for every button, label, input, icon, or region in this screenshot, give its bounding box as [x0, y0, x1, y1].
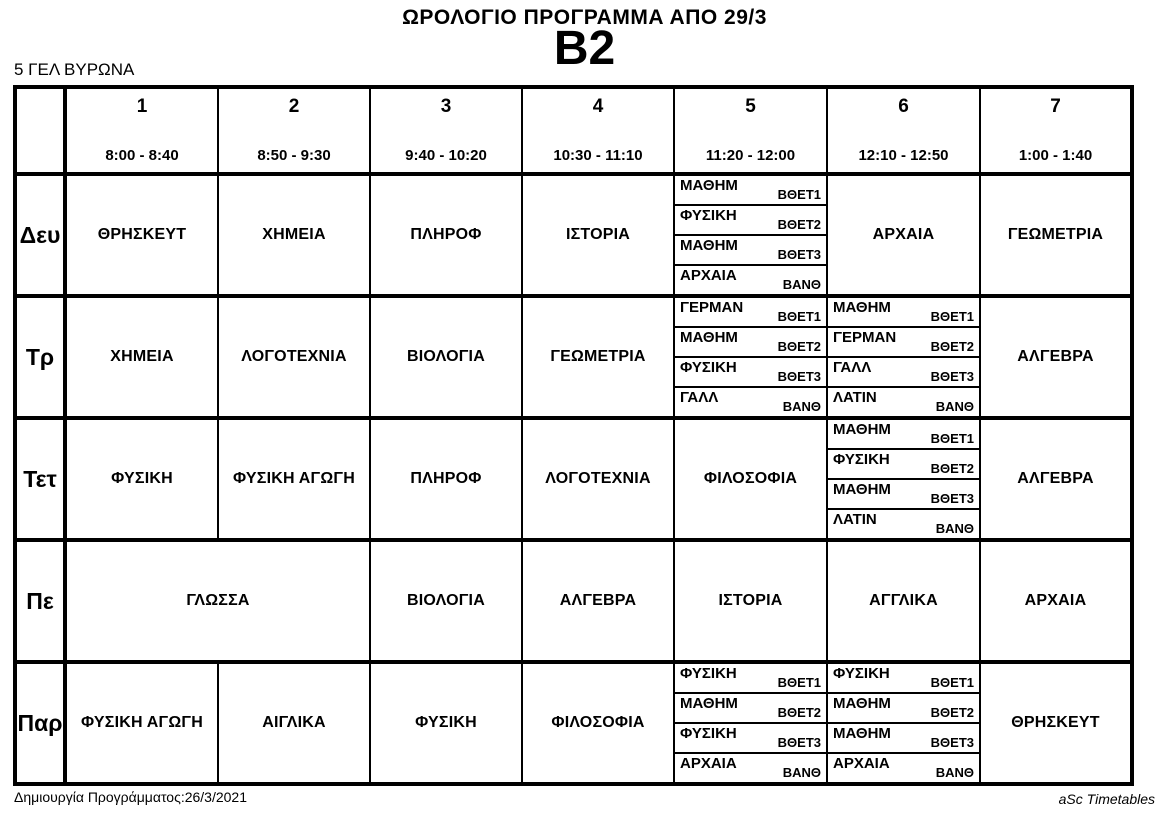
lesson-cell	[65, 174, 218, 296]
sub-lesson-subject: ΜΑΘΗΜ	[680, 695, 738, 712]
lesson-subject: ΦΥΣΙΚΗ ΑΓΩΓΗ	[81, 714, 203, 731]
split-lesson-wrap	[828, 298, 979, 416]
sub-lesson-subject: ΜΑΘΗΜ	[680, 329, 738, 346]
sub-lesson	[675, 358, 826, 388]
sub-lesson	[675, 724, 826, 754]
lesson-cell	[65, 418, 218, 540]
sub-lesson-group: ΒΘΕΤ3	[930, 491, 974, 506]
lesson-subject: ΙΣΤΟΡΙΑ	[565, 226, 631, 243]
day-row	[15, 296, 1132, 418]
sub-lesson	[828, 450, 979, 480]
sub-lesson-subject: ΦΥΣΙΚΗ	[833, 451, 890, 468]
lesson-cell	[522, 540, 674, 662]
sub-lesson-group: ΒΘΕΤ1	[777, 675, 821, 690]
sub-lesson-group: ΒΘΕΤ2	[777, 705, 821, 720]
lesson-cell	[65, 540, 370, 662]
sub-lesson	[828, 298, 979, 328]
lesson-subject: ΑΙΓΛΙΚΑ	[262, 714, 326, 731]
sub-lesson-subject: ΓΑΛΛ	[680, 389, 719, 406]
split-lesson-cell	[674, 296, 827, 418]
lesson-cell	[65, 662, 218, 784]
split-lesson-wrap	[675, 176, 826, 294]
lesson-cell	[65, 296, 218, 418]
sub-lesson	[828, 664, 979, 694]
split-lesson-wrap	[828, 420, 979, 538]
day-label: Τρ	[15, 296, 65, 418]
column-time: 11:20 - 12:00	[705, 147, 796, 164]
column-header	[218, 87, 370, 174]
lesson-subject: ΦΙΛΟΣΟΦΙΑ	[551, 714, 645, 731]
sub-lesson	[828, 510, 979, 538]
sub-lesson	[675, 236, 826, 266]
column-time: 9:40 - 10:20	[405, 147, 487, 164]
split-lesson-cell	[674, 174, 827, 296]
column-time: 1:00 - 1:40	[1018, 147, 1093, 164]
sub-lesson	[675, 754, 826, 782]
sub-lesson-group: ΒΘΕΤ1	[930, 431, 974, 446]
lesson-cell	[674, 418, 827, 540]
column-header-content	[371, 89, 521, 172]
lesson-subject: ΑΛΓΕΒΡΑ	[1017, 348, 1094, 365]
column-number: 1	[136, 96, 148, 117]
column-header	[827, 87, 980, 174]
sub-lesson-subject: ΜΑΘΗΜ	[833, 299, 891, 316]
split-lesson-wrap	[675, 664, 826, 782]
split-lesson-cell	[827, 296, 980, 418]
class-name: B2	[553, 22, 616, 75]
sub-lesson-subject: ΦΥΣΙΚΗ	[680, 207, 737, 224]
column-time: 8:00 - 8:40	[105, 147, 179, 164]
sub-lesson-group: ΒΘΕΤ1	[930, 675, 974, 690]
sub-lesson-group: ΒΑΝΘ	[782, 277, 821, 292]
lesson-subject: ΠΛΗΡΟΦ	[410, 226, 482, 243]
sub-lesson	[675, 176, 826, 206]
sub-lesson-subject: ΜΑΘΗΜ	[833, 481, 891, 498]
lesson-cell	[370, 662, 522, 784]
corner-cell	[15, 87, 65, 174]
day-label: Πε	[15, 540, 65, 662]
lesson-cell	[980, 296, 1132, 418]
lesson-subject: ΑΡΧΑΙΑ	[872, 226, 935, 243]
lesson-subject: ΑΓΓΛΙΚΑ	[869, 592, 938, 609]
sub-lesson-group: ΒΘΕΤ3	[777, 247, 821, 262]
day-row	[15, 662, 1132, 784]
sub-lesson-group: ΒΘΕΤ3	[930, 369, 974, 384]
sub-lesson-group: ΒΘΕΤ1	[777, 187, 821, 202]
column-number: 6	[898, 96, 909, 117]
lesson-subject: ΠΛΗΡΟΦ	[410, 470, 482, 487]
lesson-subject: ΛΟΓΟΤΕΧΝΙΑ	[241, 348, 347, 365]
day-label: Παρ	[15, 662, 65, 784]
sub-lesson-group: ΒΘΕΤ3	[777, 735, 821, 750]
sub-lesson-group: ΒΑΝΘ	[935, 765, 974, 780]
sub-lesson-subject: ΦΥΣΙΚΗ	[680, 725, 737, 742]
sub-lesson	[675, 664, 826, 694]
sub-lesson-subject: ΦΥΣΙΚΗ	[833, 665, 890, 682]
sub-lesson-subject: ΜΑΘΗΜ	[833, 725, 891, 742]
column-number: 5	[745, 96, 756, 117]
lesson-subject: ΙΣΤΟΡΙΑ	[718, 592, 783, 609]
column-number: 2	[288, 96, 300, 117]
sub-lesson-subject: ΓΕΡΜΑΝ	[833, 329, 897, 346]
column-time: 12:10 - 12:50	[858, 147, 949, 164]
sub-lesson	[828, 724, 979, 754]
sub-lesson-group: ΒΑΝΘ	[782, 399, 821, 414]
lesson-subject: ΦΥΣΙΚΗ	[415, 714, 477, 731]
column-header	[980, 87, 1132, 174]
sub-lesson-subject: ΓΑΛΛ	[833, 359, 872, 376]
lesson-subject: ΓΛΩΣΣΑ	[186, 592, 250, 609]
lesson-subject: ΧΗΜΕΙΑ	[110, 348, 174, 365]
footer-created-label: Δημιουργία Προγράμματος:26/3/2021	[14, 789, 247, 805]
school-name: 5 ΓΕΛ ΒΥΡΩΝΑ	[14, 60, 135, 79]
lesson-subject: ΒΙΟΛΟΓΙΑ	[407, 348, 485, 365]
sub-lesson-subject: ΦΥΣΙΚΗ	[680, 665, 737, 682]
page-title: ΩΡΟΛΟΓΙΟ ΠΡΟΓΡΑΜΜΑ ΑΠΟ 29/3	[402, 6, 767, 29]
sub-lesson	[828, 420, 979, 450]
day-row	[15, 174, 1132, 296]
lesson-cell	[370, 540, 522, 662]
sub-lesson-group: ΒΑΝΘ	[935, 521, 974, 536]
sub-lesson	[675, 328, 826, 358]
split-lesson-cell	[827, 662, 980, 784]
day-label: Τετ	[15, 418, 65, 540]
sub-lesson-subject: ΛΑΤΙΝ	[833, 511, 877, 528]
column-header	[522, 87, 674, 174]
column-time: 10:30 - 11:10	[553, 147, 643, 164]
column-header-content	[675, 89, 826, 172]
column-number: 3	[440, 96, 452, 117]
lesson-cell	[218, 662, 370, 784]
lesson-subject: ΑΛΓΕΒΡΑ	[1017, 470, 1094, 487]
sub-lesson-subject: ΜΑΘΗΜ	[680, 177, 738, 194]
column-number: 4	[592, 96, 604, 117]
sub-lesson	[828, 754, 979, 782]
sub-lesson-subject: ΛΑΤΙΝ	[833, 389, 877, 406]
lesson-cell	[980, 540, 1132, 662]
split-lesson-cell	[674, 662, 827, 784]
lesson-subject: ΛΟΓΟΤΕΧΝΙΑ	[545, 470, 651, 487]
column-number: 7	[1050, 96, 1061, 117]
lesson-subject: ΓΕΩΜΕΤΡΙΑ	[550, 348, 646, 365]
split-lesson-cell	[827, 418, 980, 540]
sub-lesson-subject: ΜΑΘΗΜ	[680, 237, 738, 254]
lesson-subject: ΦΥΣΙΚΗ ΑΓΩΓΗ	[233, 470, 355, 487]
sub-lesson-group: ΒΘΕΤ2	[777, 339, 821, 354]
sub-lesson-subject: ΑΡΧΑΙΑ	[680, 267, 737, 284]
lesson-subject: ΘΡΗΣΚΕΥΤ	[1011, 714, 1100, 731]
sub-lesson-group: ΒΘΕΤ1	[930, 309, 974, 324]
lesson-cell	[370, 174, 522, 296]
sub-lesson-group: ΒΘΕΤ3	[777, 369, 821, 384]
lesson-cell	[522, 662, 674, 784]
lesson-cell	[218, 418, 370, 540]
lesson-subject: ΦΙΛΟΣΟΦΙΑ	[703, 470, 798, 487]
lesson-cell	[980, 418, 1132, 540]
lesson-subject: ΘΡΗΣΚΕΥΤ	[97, 226, 187, 243]
lesson-cell	[370, 296, 522, 418]
footer-brand-label: aSc Timetables	[1058, 791, 1155, 807]
column-header	[370, 87, 522, 174]
sub-lesson	[675, 266, 826, 294]
sub-lesson-subject: ΜΑΘΗΜ	[833, 695, 891, 712]
sub-lesson-group: ΒΘΕΤ2	[777, 217, 821, 232]
lesson-subject: ΓΕΩΜΕΤΡΙΑ	[1007, 226, 1104, 243]
lesson-subject: ΦΥΣΙΚΗ	[111, 470, 173, 487]
column-header-content	[67, 89, 217, 172]
lesson-cell	[827, 540, 980, 662]
timetable	[13, 85, 1134, 786]
header-row	[15, 87, 1132, 174]
column-header-content	[981, 89, 1130, 172]
sub-lesson-group: ΒΘΕΤ1	[777, 309, 821, 324]
sub-lesson	[828, 480, 979, 510]
sub-lesson-subject: ΑΡΧΑΙΑ	[833, 755, 890, 772]
day-row	[15, 418, 1132, 540]
sub-lesson-group: ΒΑΝΘ	[782, 765, 821, 780]
sub-lesson	[828, 694, 979, 724]
lesson-cell	[522, 418, 674, 540]
column-header-content	[828, 89, 979, 172]
lesson-cell	[827, 174, 980, 296]
sub-lesson-subject: ΦΥΣΙΚΗ	[680, 359, 737, 376]
column-header-content	[219, 89, 369, 172]
sub-lesson-group: ΒΑΝΘ	[935, 399, 974, 414]
lesson-subject: ΒΙΟΛΟΓΙΑ	[407, 592, 485, 609]
lesson-cell	[980, 174, 1132, 296]
lesson-cell	[674, 540, 827, 662]
sub-lesson	[675, 206, 826, 236]
lesson-cell	[522, 174, 674, 296]
sub-lesson	[675, 694, 826, 724]
sub-lesson-group: ΒΘΕΤ3	[930, 735, 974, 750]
day-label: Δευ	[15, 174, 65, 296]
sub-lesson	[675, 298, 826, 328]
day-row	[15, 540, 1132, 662]
column-header	[65, 87, 218, 174]
split-lesson-wrap	[828, 664, 979, 782]
sub-lesson	[828, 328, 979, 358]
lesson-cell	[218, 174, 370, 296]
sub-lesson-group: ΒΘΕΤ2	[930, 461, 974, 476]
lesson-subject: ΑΡΧΑΙΑ	[1024, 592, 1087, 609]
split-lesson-wrap	[675, 298, 826, 416]
lesson-cell	[218, 296, 370, 418]
sub-lesson	[828, 358, 979, 388]
lesson-cell	[370, 418, 522, 540]
sub-lesson	[828, 388, 979, 416]
sub-lesson-subject: ΓΕΡΜΑΝ	[680, 299, 744, 316]
column-time: 8:50 - 9:30	[257, 147, 331, 164]
sub-lesson-subject: ΑΡΧΑΙΑ	[680, 755, 737, 772]
sub-lesson	[675, 388, 826, 416]
sub-lesson-group: ΒΘΕΤ2	[930, 339, 974, 354]
lesson-cell	[980, 662, 1132, 784]
sub-lesson-subject: ΜΑΘΗΜ	[833, 421, 891, 438]
lesson-cell	[522, 296, 674, 418]
sub-lesson-group: ΒΘΕΤ2	[930, 705, 974, 720]
lesson-subject: ΧΗΜΕΙΑ	[262, 226, 326, 243]
column-header-content	[523, 89, 673, 172]
lesson-subject: ΑΛΓΕΒΡΑ	[559, 592, 637, 609]
column-header	[674, 87, 827, 174]
